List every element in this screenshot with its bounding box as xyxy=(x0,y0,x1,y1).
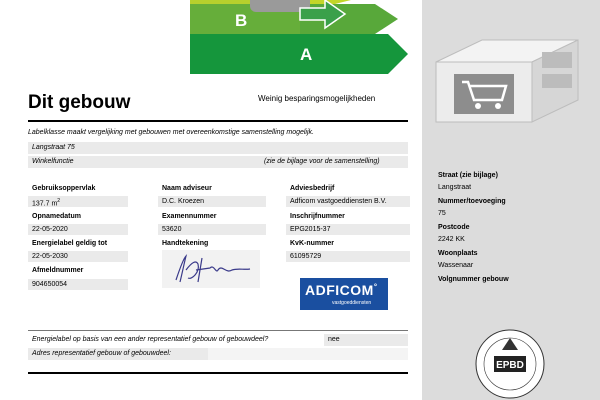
representative-answer: nee xyxy=(324,334,408,346)
seal-text: EPBD xyxy=(496,360,524,371)
representative-address-value xyxy=(208,348,408,360)
valid-value: 22-05-2030 xyxy=(28,251,128,262)
class-a-letter: A xyxy=(300,45,313,64)
label-subtitle: Weinig besparingsmogelijkheden xyxy=(258,94,376,103)
afmeld-value: 904650054 xyxy=(28,279,128,290)
signature-box xyxy=(162,250,260,288)
number-value: 75 xyxy=(438,210,446,217)
building-function: Winkelfunctie xyxy=(32,158,74,165)
street-label: Straat (zie bijlage) xyxy=(438,172,498,179)
exam-value: 53620 xyxy=(158,224,266,235)
page-title: Dit gebouw xyxy=(28,92,131,113)
shop-building-icon xyxy=(432,22,592,132)
volgnummer-label: Volgnummer gebouw xyxy=(438,276,509,283)
function-bar xyxy=(28,156,408,168)
company-value: Adficom vastgoeddiensten B.V. xyxy=(286,196,410,207)
city-label: Woonplaats xyxy=(438,250,478,257)
section-divider xyxy=(28,330,408,331)
postcode-label: Postcode xyxy=(438,224,470,231)
logo-text: ADFICOM° xyxy=(305,282,378,298)
adviser-label: Naam adviseur xyxy=(162,185,212,192)
representative-address-label: Adres representatief gebouw of gebouwdeel: xyxy=(32,350,171,357)
afmeld-label: Afmeldnummer xyxy=(32,267,84,274)
intro-text: Labelklasse maakt vergelijking met gebouwen met overeenkomstige samenstelling mogelijk. xyxy=(28,129,314,136)
epbd-seal xyxy=(472,326,548,400)
area-label: Gebruiksoppervlak xyxy=(32,185,96,192)
date-label: Opnamedatum xyxy=(32,213,82,220)
bottom-divider xyxy=(28,372,408,374)
street-value: Langstraat xyxy=(438,184,472,191)
number-label: Nummer/toevoeging xyxy=(438,198,506,205)
city-value: Wassenaar xyxy=(438,262,474,269)
signature-image xyxy=(162,250,260,288)
exam-label: Examennummer xyxy=(162,213,217,220)
kvk-label: KvK-nummer xyxy=(290,240,334,247)
address-bar xyxy=(28,142,408,154)
function-note: (zie de bijlage voor de samenstelling) xyxy=(264,158,380,165)
valid-label: Energielabel geldig tot xyxy=(32,240,108,247)
date-value: 22-05-2020 xyxy=(28,224,128,235)
title-divider xyxy=(28,120,408,122)
company-label: Adviesbedrijf xyxy=(290,185,335,192)
logo-subtext: vastgoeddiensten xyxy=(332,300,372,306)
sidebar xyxy=(422,0,600,400)
reg-value: EPG2015-37 xyxy=(286,224,410,235)
kvk-value: 61095729 xyxy=(286,251,410,262)
reg-label: Inschrijfnummer xyxy=(290,213,345,220)
postcode-value: 2242 KK xyxy=(438,236,465,243)
class-b-letter: B xyxy=(235,11,248,30)
adficom-logo xyxy=(300,278,388,310)
adviser-value: D.C. Kroezen xyxy=(158,196,266,207)
energy-label-graphic xyxy=(150,0,410,74)
signature-label: Handtekening xyxy=(162,240,209,247)
area-value: 137.7 $m^2$ xyxy=(28,196,128,207)
class-a-arrow xyxy=(190,34,408,74)
building-address: Langstraat 75 xyxy=(32,144,75,151)
representative-question: Energielabel op basis van een ander representatief gebouw of gebouwdeel? xyxy=(32,336,269,343)
